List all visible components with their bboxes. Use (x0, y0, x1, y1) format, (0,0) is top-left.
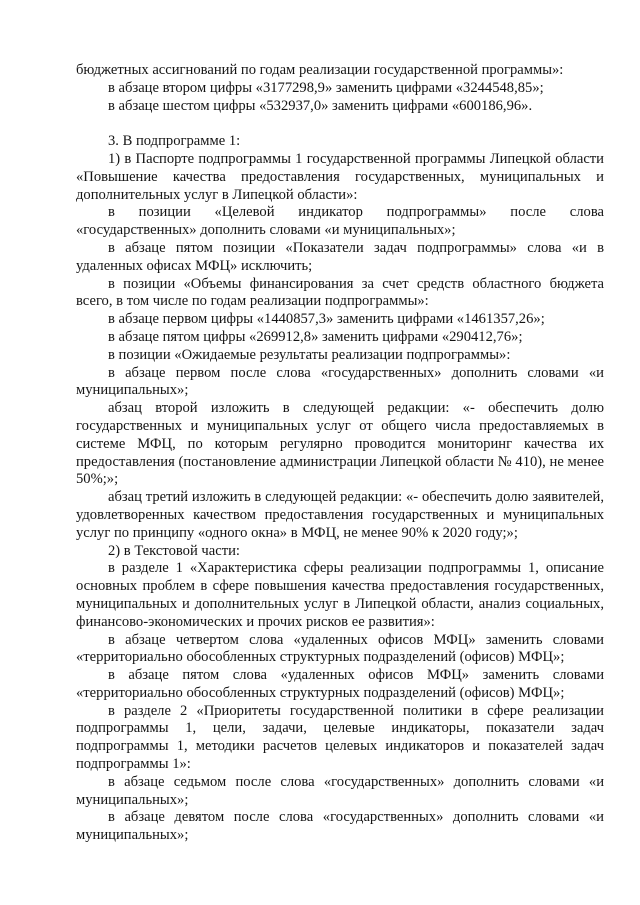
paragraph-fifth-abzac-figures: в абзаце пятом цифры «269912,8» заменить цифрами «290412,76»; (108, 328, 523, 345)
paragraph-text-part: 2) в Текстовой части: (108, 542, 240, 559)
paragraph-financing: в позиции «Объемы финансирования за счет средств областного бюджета всего, в том числе по годам реализации подпрограммы»: (76, 275, 604, 310)
paragraph-first-abzac-figures: в абзаце первом цифры «1440857,3» заменить цифрами «1461357,26»; (108, 311, 545, 328)
paragraph-expected-results: в позиции «Ожидаемые результаты реализации подпрограммы»: (108, 346, 511, 363)
paragraph-section-1: в разделе 1 «Характеристика сферы реализации подпрограммы 1, описание основных проблем в сфере повышения качества предоставления государственных, муниципальных и дополнительных услуг в Липецкой области, анализ социальных, финансово-экономических и прочих рисков ее развития»: (76, 560, 604, 630)
paragraph-seventh-abzac: в абзаце седьмом после слова «государственных» дополнить словами «и муниципальных»; (76, 773, 604, 808)
paragraph-second-abzac: в абзаце втором цифры «3177298,9» заменить цифрами «3244548,85»; (108, 79, 544, 96)
paragraph-second-abzac-edit: абзац второй изложить в следующей редакции: «- обеспечить долю государственных и муниципальных услуг от общего числа предоставляемых в системе МФЦ, по которым регулярно проводится мониторинг качества их предоставления (постановление администрации Липецкой области № 410), не менее 50%;»; (76, 400, 604, 488)
paragraph-target-indicator: в позиции «Целевой индикатор подпрограммы» после слова «государственных» дополнить словами «и муниципальных»; (76, 204, 604, 239)
paragraph-section-3: 3. В подпрограмме 1: (108, 133, 241, 150)
blank-line (76, 115, 604, 133)
paragraph-first-abzac-municipal: в абзаце первом после слова «государственных» дополнить словами «и муниципальных»; (76, 364, 604, 399)
paragraph-budget-allocations: бюджетных ассигнований по годам реализации государственной программы»: (76, 62, 564, 78)
paragraph-passport: 1) в Паспорте подпрограммы 1 государственной программы Липецкой области «Повышение качества предоставления государственных, муниципальных и дополнительных услуг в Липецкой области»: (76, 150, 604, 203)
paragraph-ninth-abzac: в абзаце девятом после слова «государственных» дополнить словами «и муниципальных»; (76, 809, 604, 844)
paragraph-task-indicators: в абзаце пятом позиции «Показатели задач подпрограммы» слова «и в удаленных офисах МФЦ» исключить; (76, 239, 604, 274)
paragraph-fifth-abzac: в абзаце пятом слова «удаленных офисов МФЦ» заменить словами «территориально обособленных структурных подразделений (офисов) МФЦ»; (76, 667, 604, 701)
paragraph-fourth-abzac: в абзаце четвертом слова «удаленных офисов МФЦ» заменить словами «территориально обособленных структурных подразделений (офисов) МФЦ»; (76, 631, 604, 666)
paragraph-section-2: в разделе 2 «Приоритеты государственной политики в сфере реализации подпрограммы 1, цели, задачи, целевые индикаторы, показатели задач подпрограммы 1, методики расчетов целевых индикаторов и показателей задач подпрограммы 1»: (76, 702, 604, 773)
paragraph-third-abzac-edit: абзац третий изложить в следующей редакции: «- обеспечить долю заявителей, удовлетворенных качеством предоставления государственных и муниципальных услуг по принципу «одного окна» в МФЦ, не менее 90% к 2020 году;»; (76, 489, 604, 541)
document-page (76, 62, 604, 845)
paragraph-sixth-abzac: в абзаце шестом цифры «532937,0» заменить цифрами «600186,96». (108, 97, 533, 114)
